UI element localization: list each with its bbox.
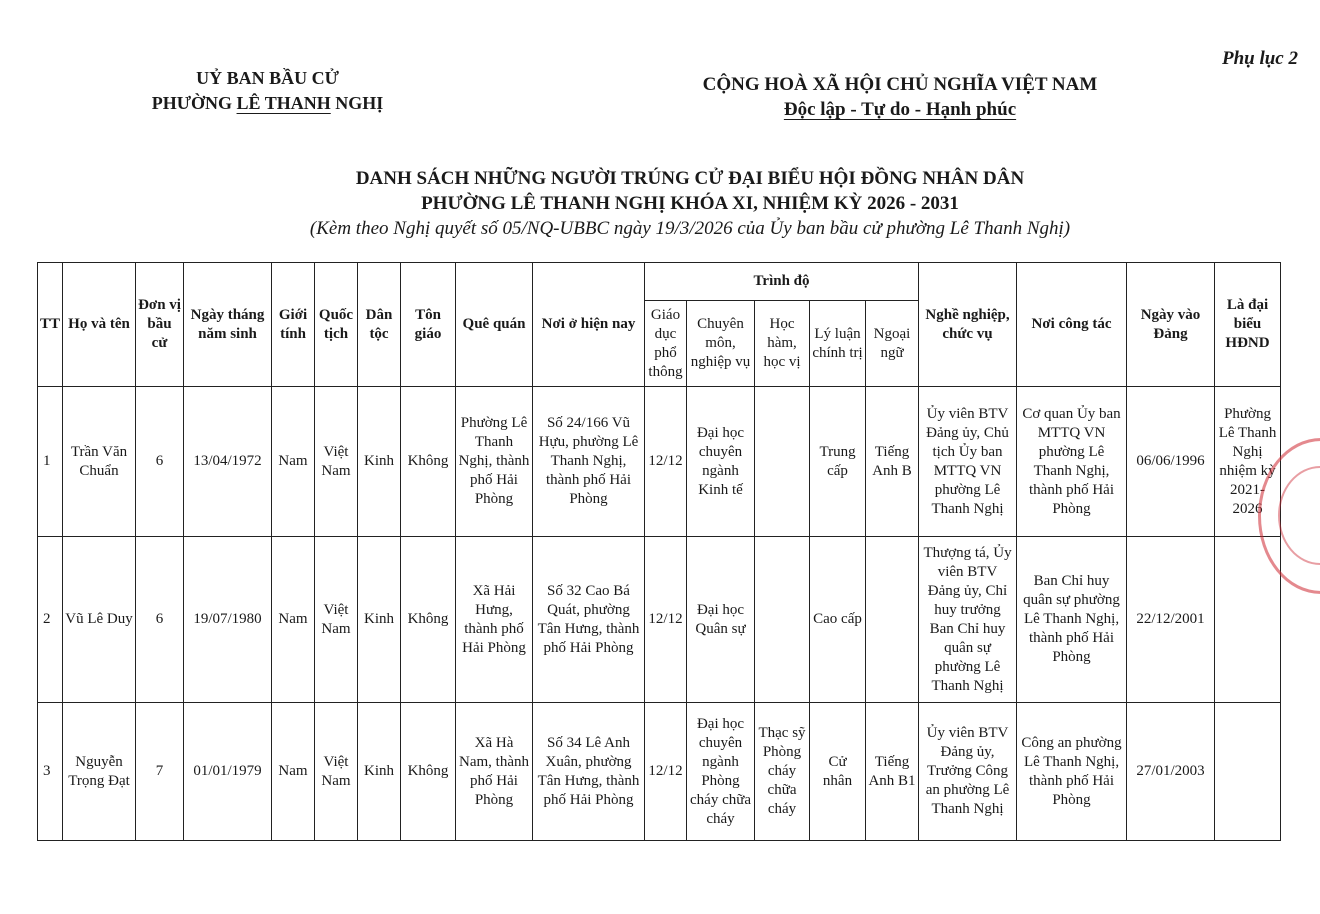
cell-residence: Số 32 Cao Bá Quát, phường Tân Hưng, thành phố Hải Phòng [533,537,645,703]
cell-ethnicity: Kinh [358,537,401,703]
col-education-group: Trình độ [645,263,919,301]
cell-hometown: Xã Hà Nam, thành phố Hải Phòng [456,703,533,841]
cell-ethnicity: Kinh [358,387,401,537]
cell-academic [755,387,810,537]
cell-gender: Nam [272,703,315,841]
authority-line2: PHƯỜNG LÊ THANH NGHỊ [151,93,384,113]
cell-workplace: Công an phường Lê Thanh Nghị, thành phố Hải Phòng [1017,703,1127,841]
col-language: Ngoại ngữ [866,301,919,387]
cell-unit: 6 [136,387,184,537]
col-occupation: Nghề nghiệp, chức vụ [919,263,1017,387]
cell-party-date: 06/06/1996 [1127,387,1215,537]
cell-professional: Đại học Quân sự [687,537,755,703]
cell-workplace: Cơ quan Ủy ban MTTQ VN phường Lê Thanh Nghị, thành phố Hải Phòng [1017,387,1127,537]
cell-is-delegate [1215,537,1281,703]
cell-religion: Không [401,387,456,537]
cell-name: Trần Văn Chuẩn [63,387,136,537]
national-motto: Độc lập - Tự do - Hạnh phúc [783,99,1017,120]
cell-is-delegate [1215,703,1281,841]
col-academic: Học hàm, học vị [755,301,810,387]
issuing-authority [135,66,400,116]
country-name: CỘNG HOÀ XÃ HỘI CHỦ NGHĨA VIỆT NAM [702,74,1098,95]
cell-residence: Số 24/166 Vũ Hựu, phường Lê Thanh Nghị, thành phố Hải Phòng [533,387,645,537]
col-is-delegate: Là đại biểu HĐND [1215,263,1281,387]
cell-hometown: Phường Lê Thanh Nghị, thành phố Hải Phòng [456,387,533,537]
cell-residence: Số 34 Lê Anh Xuân, phường Tân Hưng, thành phố Hải Phòng [533,703,645,841]
cell-tt: 2 [38,537,63,703]
col-ethnicity: Dân tộc [358,263,401,387]
cell-general-edu: 12/12 [645,537,687,703]
table-row [38,703,1281,841]
col-residence: Nơi ở hiện nay [533,263,645,387]
cell-gender: Nam [272,537,315,703]
cell-name: Vũ Lê Duy [63,537,136,703]
cell-occupation: Ủy viên BTV Đảng ủy, Trưởng Công an phường Lê Thanh Nghị [919,703,1017,841]
cell-occupation: Thượng tá, Ủy viên BTV Đảng ủy, Chỉ huy trưởng Ban Chỉ huy quân sự phường Lê Thanh Nghị [919,537,1017,703]
col-political: Lý luận chính trị [810,301,866,387]
cell-workplace: Ban Chỉ huy quân sự phường Lê Thanh Nghị, thành phố Hải Phòng [1017,537,1127,703]
title-line2: PHƯỜNG LÊ THANH NGHỊ KHÓA XI, NHIỆM KỲ 2026 - 2031 [421,193,959,214]
cell-gender: Nam [272,387,315,537]
cell-name: Nguyễn Trọng Đạt [63,703,136,841]
cell-professional: Đại học chuyên ngành Phòng cháy chữa cháy [687,703,755,841]
cell-dob: 13/04/1972 [184,387,272,537]
col-workplace: Nơi công tác [1017,263,1127,387]
cell-general-edu: 12/12 [645,387,687,537]
cell-tt: 1 [38,387,63,537]
col-gender: Giới tính [272,263,315,387]
cell-general-edu: 12/12 [645,703,687,841]
col-professional: Chuyên môn, nghiệp vụ [687,301,755,387]
col-party-date: Ngày vào Đảng [1127,263,1215,387]
cell-political: Cao cấp [810,537,866,703]
col-hometown: Quê quán [456,263,533,387]
cell-religion: Không [401,703,456,841]
elected-delegates-table [37,262,1281,841]
cell-ethnicity: Kinh [358,703,401,841]
cell-unit: 6 [136,537,184,703]
cell-language [866,537,919,703]
cell-nationality: Việt Nam [315,703,358,841]
title-subtitle: (Kèm theo Nghị quyết số 05/NQ-UBBC ngày 19/3/2026 của Ủy ban bầu cử phường Lê Thanh Nghị) [309,218,1071,239]
national-header [660,72,1140,122]
cell-professional: Đại học chuyên ngành Kinh tế [687,387,755,537]
authority-line1: UỶ BAN BẦU CỬ [196,68,339,88]
appendix-label: Phụ lục 2 [1221,48,1298,69]
cell-academic [755,537,810,703]
header-row-1 [38,263,1281,301]
cell-unit: 7 [136,703,184,841]
col-dob: Ngày tháng năm sinh [184,263,272,387]
cell-nationality: Việt Nam [315,387,358,537]
cell-party-date: 22/12/2001 [1127,537,1215,703]
cell-party-date: 27/01/2003 [1127,703,1215,841]
cell-tt: 3 [38,703,63,841]
cell-dob: 19/07/1980 [184,537,272,703]
cell-dob: 01/01/1979 [184,703,272,841]
table-row [38,537,1281,703]
col-tt: TT [38,263,63,387]
cell-nationality: Việt Nam [315,537,358,703]
col-general-edu: Giáo dục phổ thông [645,301,687,387]
cell-political: Cử nhân [810,703,866,841]
col-nationality: Quốc tịch [315,263,358,387]
cell-language: Tiếng Anh B [866,387,919,537]
document-title [220,166,1160,242]
cell-political: Trung cấp [810,387,866,537]
cell-academic: Thạc sỹ Phòng cháy chữa cháy [755,703,810,841]
cell-occupation: Ủy viên BTV Đảng ủy, Chủ tịch Ủy ban MTTQ VN phường Lê Thanh Nghị [919,387,1017,537]
cell-language: Tiếng Anh B1 [866,703,919,841]
red-seal-inner-ring [1278,466,1320,565]
cell-hometown: Xã Hải Hưng, thành phố Hải Phòng [456,537,533,703]
title-line1: DANH SÁCH NHỮNG NGƯỜI TRÚNG CỬ ĐẠI BIỂU HỘI ĐỒNG NHÂN DÂN [355,168,1025,189]
table-row [38,387,1281,537]
cell-religion: Không [401,537,456,703]
col-name: Họ và tên [63,263,136,387]
col-religion: Tôn giáo [401,263,456,387]
col-unit: Đơn vị bầu cử [136,263,184,387]
cell-is-delegate: Phường Lê Thanh Nghị nhiệm kỳ 2021-2026 [1215,387,1281,537]
